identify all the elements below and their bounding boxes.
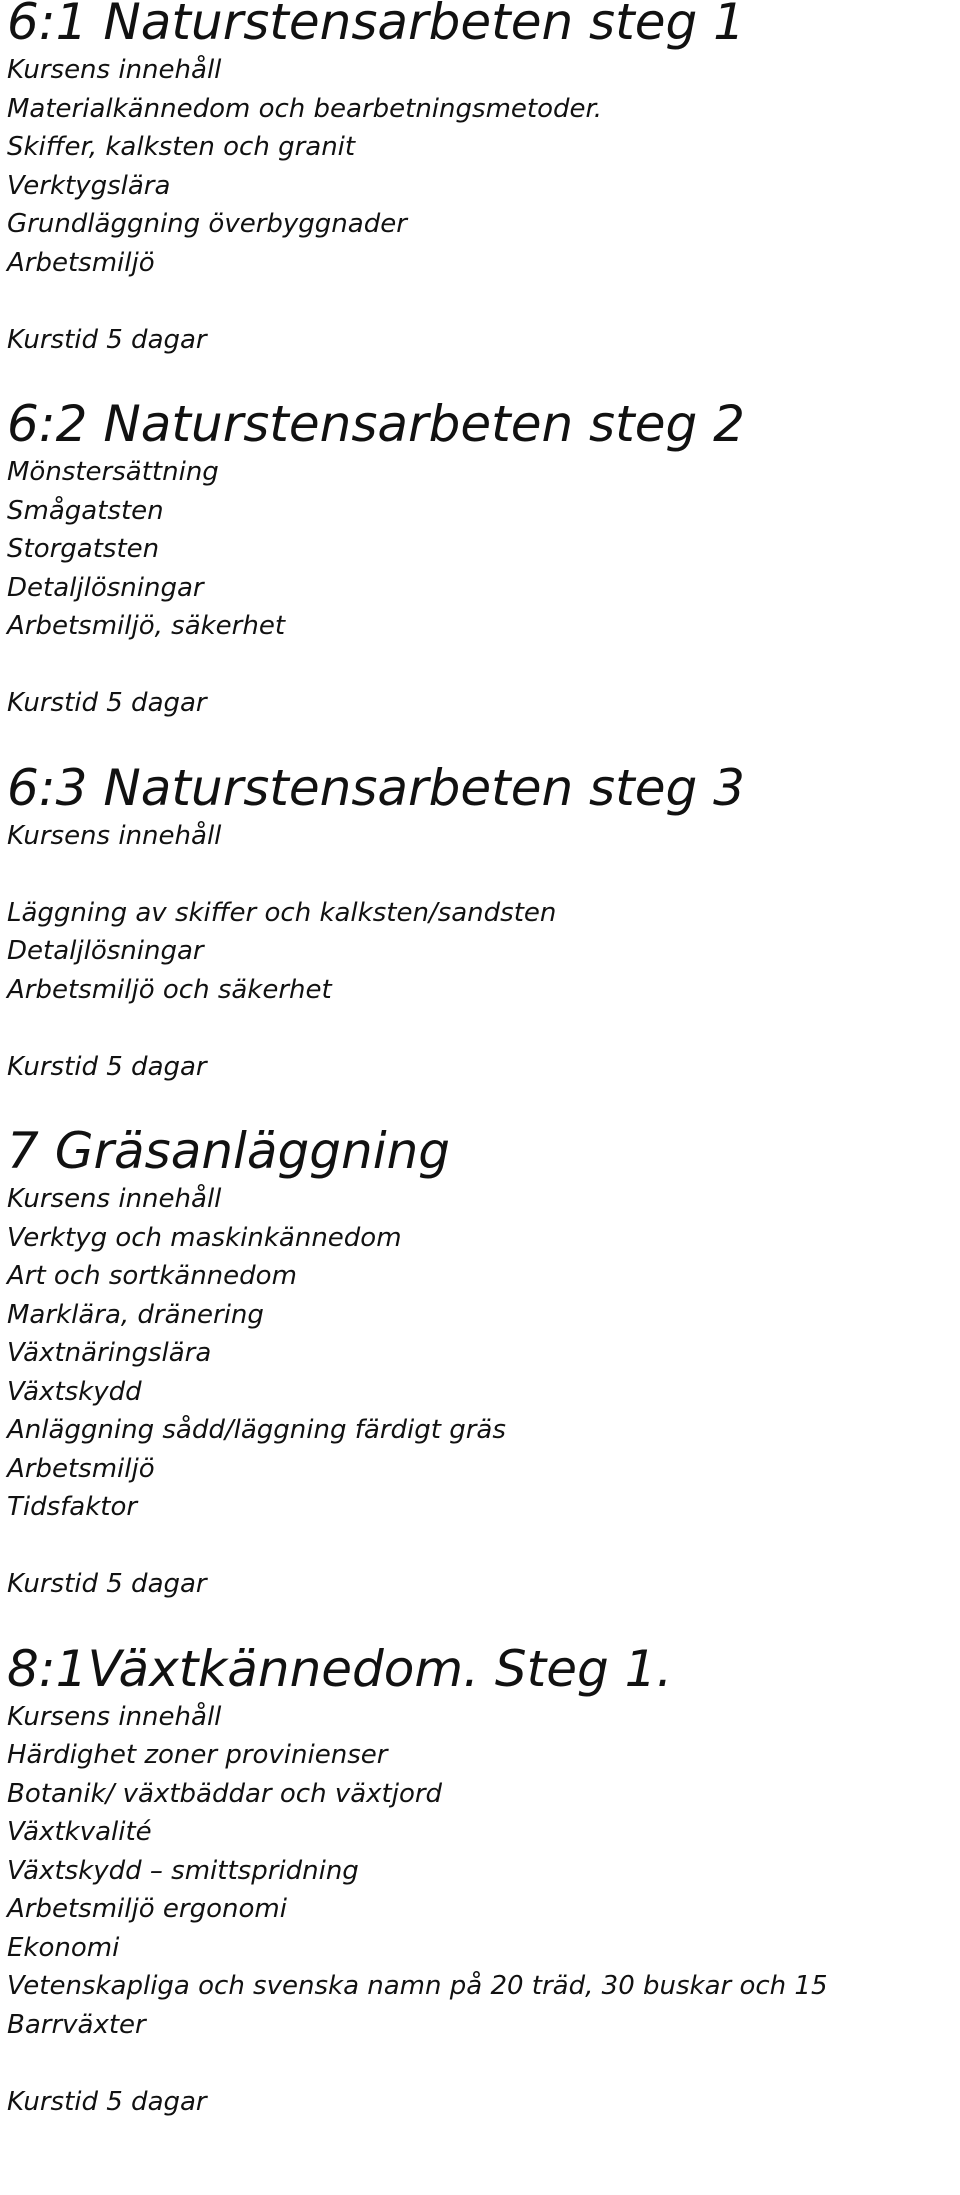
- course-content-item: Verktyg och maskinkännedom: [7, 1222, 402, 1253]
- course-content-item: Arbetsmiljö, säkerhet: [7, 611, 286, 641]
- course-content-item: Botanik/ växtbäddar och växtjord: [7, 1778, 443, 1809]
- blank-line: [7, 855, 953, 894]
- section-heading: 6:2 Naturstensarbeten steg 2: [7, 395, 745, 453]
- course-content-label: Kursens innehåll: [7, 820, 222, 851]
- course-section-6-1: [7, 0, 953, 359]
- section-heading: 8:1Växtkännedom. Steg 1.: [7, 1639, 673, 1698]
- blank-line: [7, 1527, 953, 1566]
- course-content-item: Växtskydd: [7, 1376, 142, 1407]
- course-content-item: Arbetsmiljö: [7, 1453, 155, 1484]
- course-content-item: Växtkvalité: [7, 1817, 152, 1847]
- course-content-item: Storgatsten: [7, 534, 160, 564]
- section-heading: 7 Gräsanläggning: [7, 1122, 451, 1180]
- blank-line: [7, 646, 953, 685]
- course-duration: Kurstid 5 dagar: [7, 1051, 207, 1082]
- section-spacer: [7, 1604, 953, 1641]
- course-content-item: Ekonomi: [7, 1932, 120, 1963]
- blank-line: [7, 282, 953, 321]
- course-content-item: Anläggning sådd/läggning färdigt gräs: [7, 1415, 506, 1445]
- course-content-item: Arbetsmiljö och säkerhet: [7, 974, 332, 1005]
- course-section-6-2: [7, 396, 953, 723]
- course-duration: Kurstid 5 dagar: [7, 1569, 207, 1599]
- blank-line: [7, 2044, 953, 2083]
- section-spacer: [7, 723, 953, 760]
- course-content-item: Vetenskapliga och svenska namn på 20 träd, 30 buskar och 15: [7, 1971, 828, 2001]
- course-content-item: Barrväxter: [7, 2009, 146, 2040]
- section-spacer: [7, 1086, 953, 1123]
- course-content-item: Växtskydd – smittspridning: [7, 1855, 359, 1886]
- course-content-item: Arbetsmiljö ergonomi: [7, 1894, 287, 1924]
- course-section-7: [7, 1123, 953, 1604]
- course-duration: Kurstid 5 dagar: [7, 2086, 207, 2117]
- course-section-8-1: [7, 1641, 953, 2122]
- course-content-item: Arbetsmiljö: [7, 247, 155, 278]
- course-content-item: Härdighet zoner provinienser: [7, 1740, 388, 1770]
- course-duration: Kurstid 5 dagar: [7, 324, 207, 355]
- course-document: [7, 0, 953, 2121]
- course-content-item: Grundläggning överbyggnader: [7, 209, 407, 239]
- course-content-label: Kursens innehåll: [7, 1184, 222, 1214]
- course-content-label: Kursens innehåll: [7, 1701, 222, 1732]
- course-content-item: Växtnäringslära: [7, 1338, 212, 1368]
- course-content-item: Skiffer, kalksten och granit: [7, 132, 356, 162]
- course-content-item: Marklära, dränering: [7, 1299, 264, 1330]
- course-content-item: Smågatsten: [7, 495, 164, 526]
- course-section-6-3: [7, 760, 953, 1087]
- course-content-item: Läggning av skiffer och kalksten/sandsten: [7, 897, 557, 928]
- course-content-item: Materialkännedom och bearbetningsmetoder.: [7, 93, 603, 124]
- course-content-item: Verktygslära: [7, 170, 171, 201]
- section-spacer: [7, 359, 953, 396]
- course-duration: Kurstid 5 dagar: [7, 688, 207, 718]
- course-content-item: Detaljlösningar: [7, 936, 204, 966]
- course-content-item: Art och sortkännedom: [7, 1261, 297, 1291]
- course-content-label: Kursens innehåll: [7, 55, 222, 85]
- section-heading: 6:3 Naturstensarbeten steg 3: [7, 758, 745, 817]
- course-content-item: Tidsfaktor: [7, 1492, 138, 1522]
- blank-line: [7, 1009, 953, 1048]
- course-content-item: Detaljlösningar: [7, 572, 204, 603]
- course-content-item: Mönstersättning: [7, 457, 219, 487]
- section-heading: 6:1 Naturstensarbeten steg 1: [7, 0, 745, 51]
